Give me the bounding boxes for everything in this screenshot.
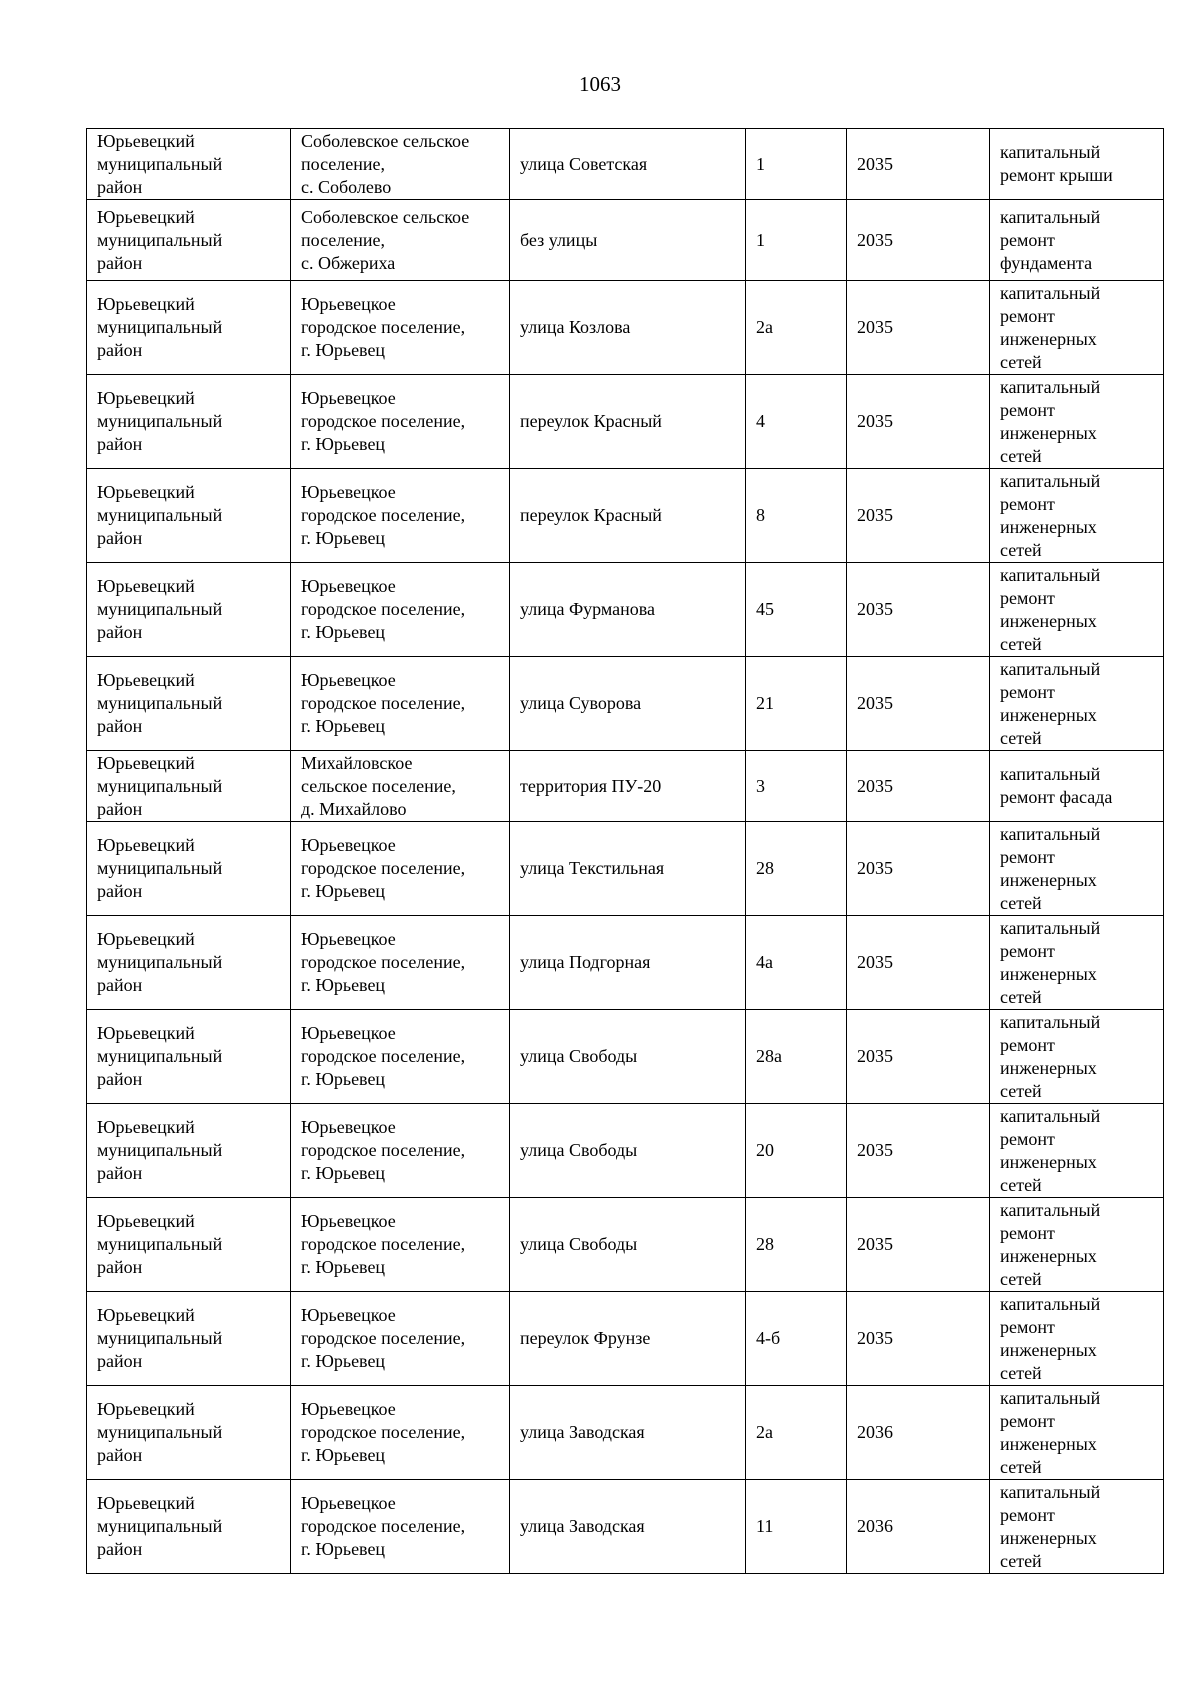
settlement-cell: Юрьевецкое городское поселение, г. Юрьевец [291, 1010, 510, 1104]
settlement-cell: Юрьевецкое городское поселение, г. Юрьевец [291, 1386, 510, 1480]
street-cell: переулок Фрунзе [510, 1292, 746, 1386]
district-cell: Юрьевецкий муниципальный район [87, 1010, 291, 1104]
works-table [86, 128, 1164, 1574]
settlement-cell: Юрьевецкое городское поселение, г. Юрьевец [291, 469, 510, 563]
street-cell: улица Свободы [510, 1198, 746, 1292]
work-type-cell: капитальный ремонт фасада [990, 751, 1164, 822]
work-type-cell: капитальный ремонт инженерных сетей [990, 1010, 1164, 1104]
street-cell: улица Советская [510, 129, 746, 200]
settlement-cell: Юрьевецкое городское поселение, г. Юрьевец [291, 916, 510, 1010]
year-cell: 2035 [847, 1292, 990, 1386]
work-type-cell: капитальный ремонт инженерных сетей [990, 822, 1164, 916]
table-row [87, 1104, 1164, 1198]
house-number-cell: 28 [746, 822, 847, 916]
table-row [87, 563, 1164, 657]
year-cell: 2035 [847, 469, 990, 563]
street-cell: улица Текстильная [510, 822, 746, 916]
settlement-cell: Михайловское сельское поселение, д. Михайлово [291, 751, 510, 822]
table-row [87, 1010, 1164, 1104]
district-cell: Юрьевецкий муниципальный район [87, 563, 291, 657]
settlement-cell: Юрьевецкое городское поселение, г. Юрьевец [291, 563, 510, 657]
district-cell: Юрьевецкий муниципальный район [87, 281, 291, 375]
table-row [87, 200, 1164, 281]
table-row [87, 1386, 1164, 1480]
table-row [87, 129, 1164, 200]
table-row [87, 1480, 1164, 1574]
house-number-cell: 20 [746, 1104, 847, 1198]
district-cell: Юрьевецкий муниципальный район [87, 822, 291, 916]
district-cell: Юрьевецкий муниципальный район [87, 1480, 291, 1574]
work-type-cell: капитальный ремонт инженерных сетей [990, 1104, 1164, 1198]
house-number-cell: 28 [746, 1198, 847, 1292]
house-number-cell: 3 [746, 751, 847, 822]
house-number-cell: 4а [746, 916, 847, 1010]
settlement-cell: Юрьевецкое городское поселение, г. Юрьевец [291, 1292, 510, 1386]
year-cell: 2036 [847, 1480, 990, 1574]
settlement-cell: Юрьевецкое городское поселение, г. Юрьевец [291, 281, 510, 375]
settlement-cell: Юрьевецкое городское поселение, г. Юрьевец [291, 1104, 510, 1198]
street-cell: территория ПУ-20 [510, 751, 746, 822]
year-cell: 2035 [847, 563, 990, 657]
street-cell: улица Свободы [510, 1104, 746, 1198]
house-number-cell: 28а [746, 1010, 847, 1104]
street-cell: улица Подгорная [510, 916, 746, 1010]
year-cell: 2035 [847, 751, 990, 822]
district-cell: Юрьевецкий муниципальный район [87, 1292, 291, 1386]
settlement-cell: Юрьевецкое городское поселение, г. Юрьевец [291, 1480, 510, 1574]
district-cell: Юрьевецкий муниципальный район [87, 375, 291, 469]
year-cell: 2035 [847, 916, 990, 1010]
district-cell: Юрьевецкий муниципальный район [87, 1198, 291, 1292]
settlement-cell: Юрьевецкое городское поселение, г. Юрьевец [291, 822, 510, 916]
year-cell: 2035 [847, 822, 990, 916]
table-row [87, 822, 1164, 916]
settlement-cell: Соболевское сельское поселение, с. Обжериха [291, 200, 510, 281]
table-row [87, 469, 1164, 563]
year-cell: 2035 [847, 281, 990, 375]
settlement-cell: Юрьевецкое городское поселение, г. Юрьевец [291, 1198, 510, 1292]
year-cell: 2035 [847, 1104, 990, 1198]
district-cell: Юрьевецкий муниципальный район [87, 200, 291, 281]
district-cell: Юрьевецкий муниципальный район [87, 657, 291, 751]
work-type-cell: капитальный ремонт фундамента [990, 200, 1164, 281]
work-type-cell: капитальный ремонт инженерных сетей [990, 1386, 1164, 1480]
year-cell: 2035 [847, 1198, 990, 1292]
house-number-cell: 45 [746, 563, 847, 657]
street-cell: улица Козлова [510, 281, 746, 375]
work-type-cell: капитальный ремонт инженерных сетей [990, 1480, 1164, 1574]
work-type-cell: капитальный ремонт инженерных сетей [990, 469, 1164, 563]
house-number-cell: 4-б [746, 1292, 847, 1386]
table-row [87, 1198, 1164, 1292]
street-cell: улица Заводская [510, 1386, 746, 1480]
work-type-cell: капитальный ремонт инженерных сетей [990, 563, 1164, 657]
street-cell: переулок Красный [510, 375, 746, 469]
year-cell: 2035 [847, 657, 990, 751]
street-cell: улица Суворова [510, 657, 746, 751]
district-cell: Юрьевецкий муниципальный район [87, 1386, 291, 1480]
street-cell: переулок Красный [510, 469, 746, 563]
house-number-cell: 8 [746, 469, 847, 563]
year-cell: 2035 [847, 200, 990, 281]
work-type-cell: капитальный ремонт инженерных сетей [990, 1198, 1164, 1292]
street-cell: улица Фурманова [510, 563, 746, 657]
table-row [87, 1292, 1164, 1386]
table-row [87, 751, 1164, 822]
year-cell: 2035 [847, 129, 990, 200]
table-row [87, 375, 1164, 469]
house-number-cell: 11 [746, 1480, 847, 1574]
house-number-cell: 2а [746, 1386, 847, 1480]
settlement-cell: Юрьевецкое городское поселение, г. Юрьевец [291, 375, 510, 469]
street-cell: без улицы [510, 200, 746, 281]
table-row [87, 916, 1164, 1010]
house-number-cell: 1 [746, 129, 847, 200]
settlement-cell: Юрьевецкое городское поселение, г. Юрьевец [291, 657, 510, 751]
house-number-cell: 1 [746, 200, 847, 281]
district-cell: Юрьевецкий муниципальный район [87, 1104, 291, 1198]
work-type-cell: капитальный ремонт инженерных сетей [990, 916, 1164, 1010]
year-cell: 2035 [847, 375, 990, 469]
district-cell: Юрьевецкий муниципальный район [87, 916, 291, 1010]
street-cell: улица Свободы [510, 1010, 746, 1104]
work-type-cell: капитальный ремонт инженерных сетей [990, 657, 1164, 751]
district-cell: Юрьевецкий муниципальный район [87, 751, 291, 822]
street-cell: улица Заводская [510, 1480, 746, 1574]
table-row [87, 281, 1164, 375]
house-number-cell: 21 [746, 657, 847, 751]
house-number-cell: 4 [746, 375, 847, 469]
year-cell: 2036 [847, 1386, 990, 1480]
district-cell: Юрьевецкий муниципальный район [87, 129, 291, 200]
house-number-cell: 2а [746, 281, 847, 375]
table-row [87, 657, 1164, 751]
work-type-cell: капитальный ремонт инженерных сетей [990, 1292, 1164, 1386]
work-type-cell: капитальный ремонт инженерных сетей [990, 375, 1164, 469]
work-type-cell: капитальный ремонт крыши [990, 129, 1164, 200]
year-cell: 2035 [847, 1010, 990, 1104]
district-cell: Юрьевецкий муниципальный район [87, 469, 291, 563]
work-type-cell: капитальный ремонт инженерных сетей [990, 281, 1164, 375]
settlement-cell: Соболевское сельское поселение, с. Соболево [291, 129, 510, 200]
page-number: 1063 [579, 72, 621, 96]
